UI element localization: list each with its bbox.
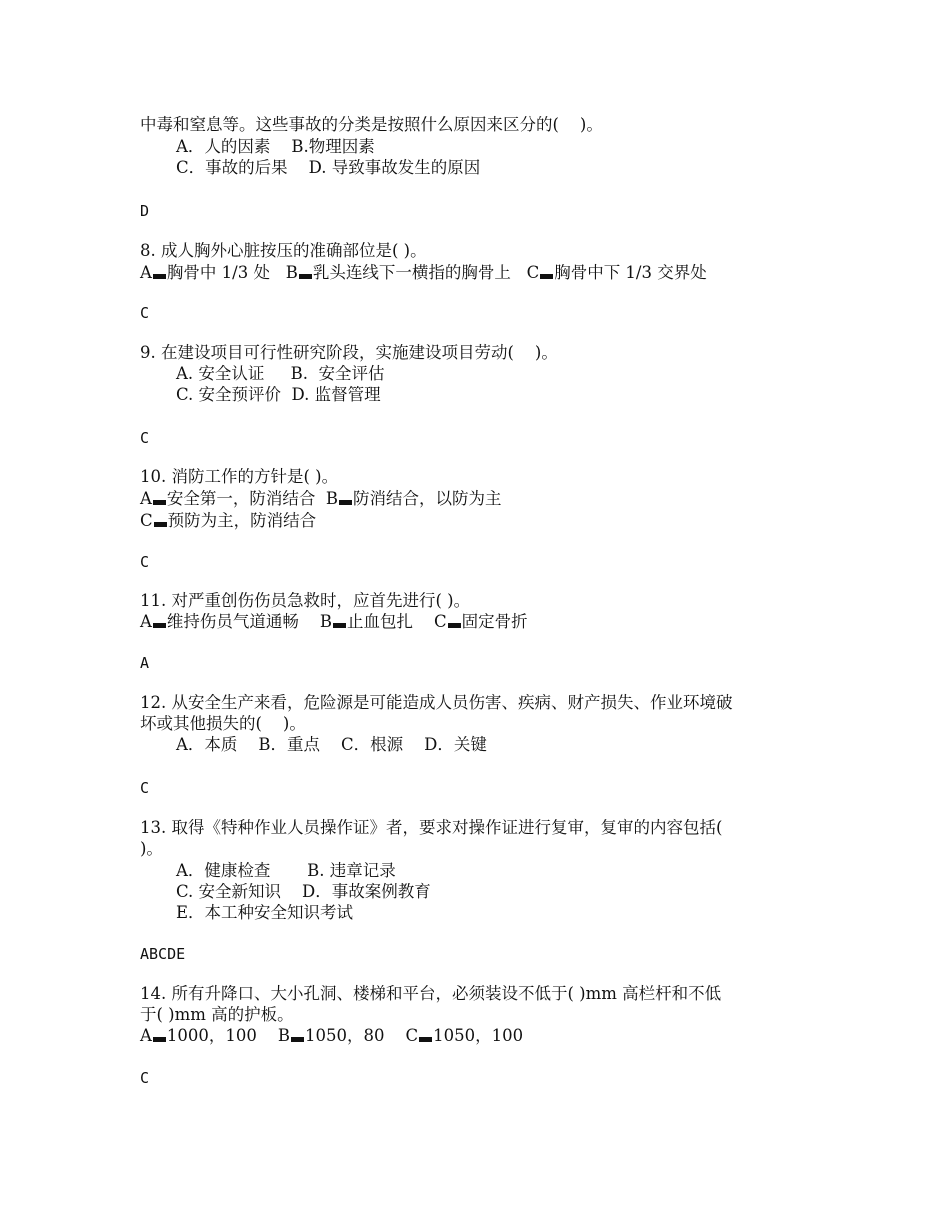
q9-options-ab: A. 安全认证 B. 安全评估 — [176, 364, 385, 383]
q8-options: A 胸骨中 1/3 处 B 乳头连线下一横指的胸骨上 C 胸骨中下 1/3 交界处 — [140, 263, 707, 282]
q9-answer: C — [140, 429, 150, 447]
q12-answer: C — [140, 779, 150, 797]
q11-options: A 维持伤员气道通畅 B 止血包扎 C 固定骨折 — [140, 612, 528, 631]
q11-stem: 11. 对严重创伤伤员急救时，应首先进行( )。 — [140, 591, 471, 610]
q12-options: A．本质 B．重点 C．根源 D．关键 — [176, 735, 487, 754]
q10-options-ab: A 安全第一，防消结合 B 防消结合，以防为主 — [140, 489, 502, 508]
q13-stem-line1: 13. 取得《特种作业人员操作证》者，要求对操作证进行复审，复审的内容包括( — [140, 818, 723, 837]
q13-answer: ABCDE — [140, 945, 186, 963]
q14-stem-line2: 于( )mm 高的护板。 — [140, 1005, 294, 1024]
question-7-stem-tail: 中毒和窒息等。这些事故的分类是按照什么原因来区分的( )。 — [140, 115, 603, 134]
q10-options-c: C 预防为主，防消结合 — [140, 511, 317, 530]
q8-stem: 8. 成人胸外心脏按压的准确部位是( )。 — [140, 241, 427, 260]
q13-options-ab: A．健康检查 B. 违章记录 — [176, 861, 396, 880]
q9-stem: 9. 在建设项目可行性研究阶段，实施建设项目劳动( )。 — [140, 343, 558, 362]
q12-stem-line2: 坏或其他损失的( )。 — [140, 714, 306, 733]
q8-answer: C — [140, 304, 150, 322]
q12-stem-line1: 12. 从安全生产来看，危险源是可能造成人员伤害、疾病、财产损失、作业环境破 — [140, 693, 733, 712]
q10-stem: 10. 消防工作的方针是( )。 — [140, 467, 339, 486]
q7-options-ab: A．人的因素 B.物理因素 — [176, 137, 375, 156]
q13-stem-line2: )。 — [140, 839, 163, 858]
q14-stem-line1: 14. 所有升降口、大小孔洞、楼梯和平台，必须装设不低于( )mm 高栏杆和不低 — [140, 984, 722, 1003]
q9-options-cd: C. 安全预评价 D. 监督管理 — [176, 385, 381, 404]
q13-options-cd: C. 安全新知识 D．事故案例教育 — [176, 882, 431, 901]
q11-answer: A — [140, 654, 150, 672]
q7-answer: D — [140, 202, 150, 220]
q14-answer: C — [140, 1069, 150, 1087]
q14-options: A 1000，100 B 1050，80 C 1050，100 — [140, 1026, 524, 1045]
q10-answer: C — [140, 553, 150, 571]
q13-options-e: E．本工种安全知识考试 — [176, 903, 354, 922]
q7-options-cd: C．事故的后果 D. 导致事故发生的原因 — [176, 158, 481, 177]
